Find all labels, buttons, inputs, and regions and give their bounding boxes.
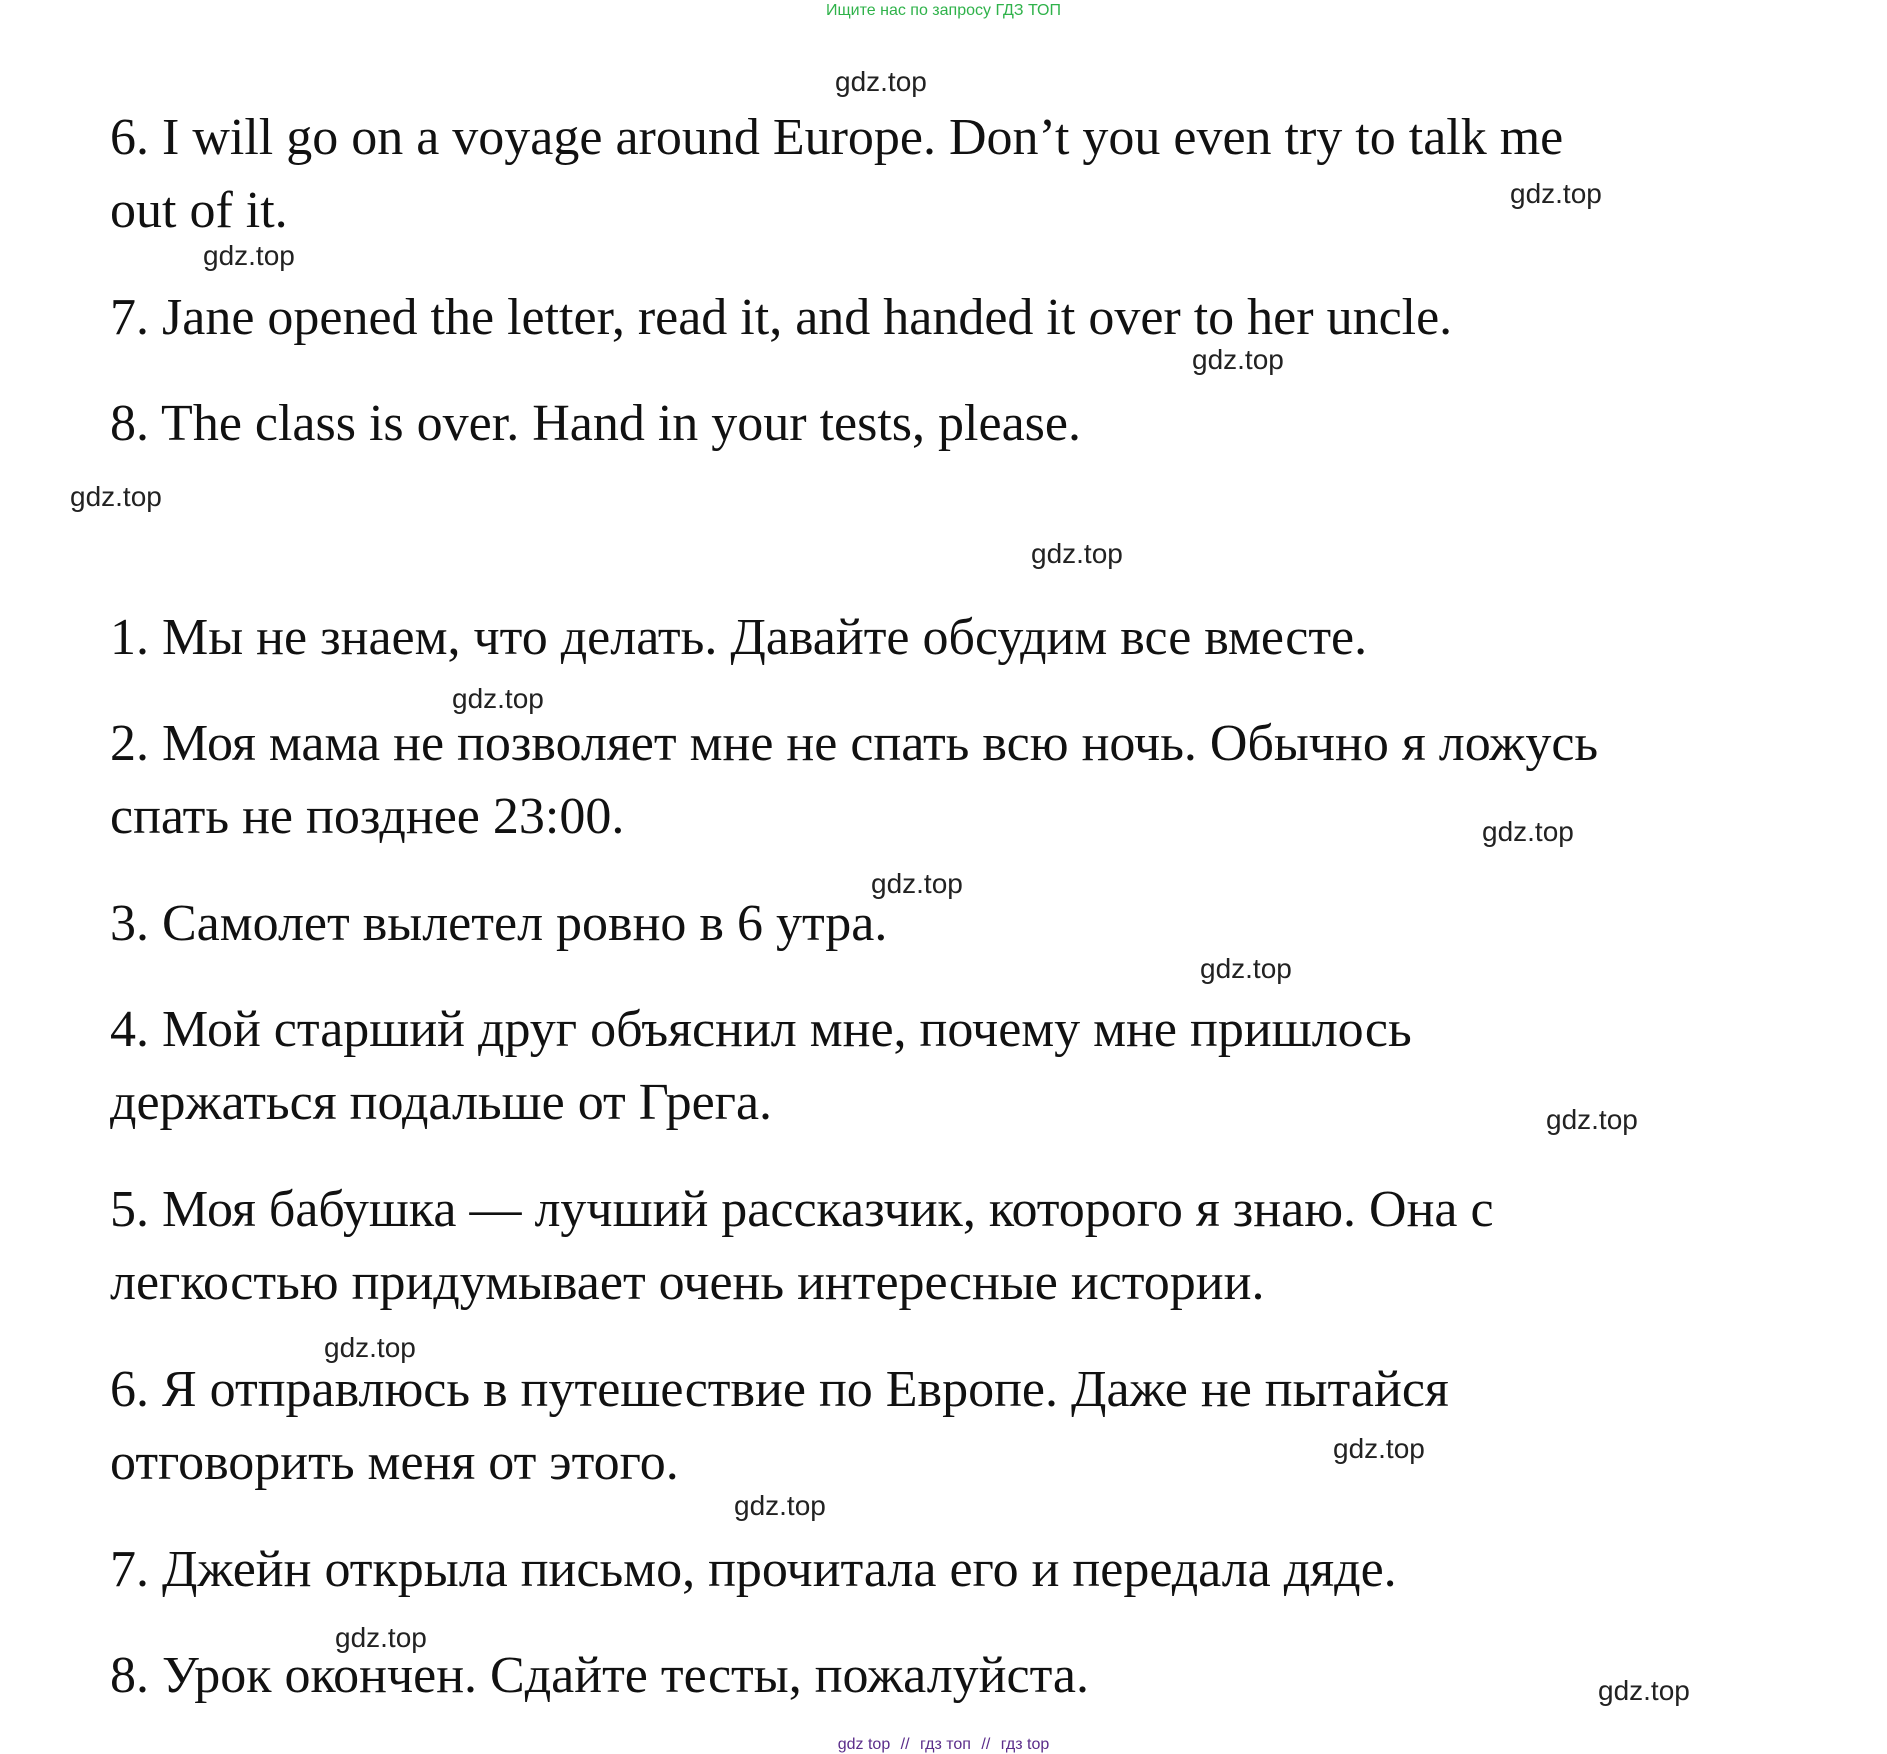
- footer-part-2: гдз топ: [920, 1736, 971, 1753]
- watermark: gdz.top: [1031, 538, 1123, 569]
- watermark: gdz.top: [203, 240, 295, 271]
- watermark: gdz.top: [452, 683, 544, 714]
- en-item-6-line-2: out of it.: [110, 182, 288, 239]
- watermark: gdz.top: [1598, 1675, 1690, 1706]
- watermark: gdz.top: [1192, 344, 1284, 375]
- ru-item-6-line-2: отговорить меня от этого.: [110, 1434, 679, 1491]
- watermark: gdz.top: [1546, 1104, 1638, 1135]
- ru-item-1: 1. Мы не знаем, что делать. Давайте обсудим все вместе.: [110, 609, 1368, 666]
- watermark: gdz.top: [335, 1622, 427, 1653]
- watermark: gdz.top: [835, 66, 927, 97]
- watermark: gdz.top: [324, 1332, 416, 1363]
- watermark: gdz.top: [70, 481, 162, 512]
- ru-item-4-line-2: держаться подальше от Грега.: [110, 1074, 773, 1131]
- ru-item-2-line-2: спать не позднее 23:00.: [110, 788, 625, 845]
- watermark: gdz.top: [1510, 178, 1602, 209]
- watermark: gdz.top: [1482, 816, 1574, 847]
- ru-item-8: 8. Урок окончен. Сдайте тесты, пожалуйста.: [110, 1647, 1090, 1704]
- en-item-8: 8. The class is over. Hand in your tests, please.: [110, 395, 1081, 452]
- ru-item-3: 3. Самолет вылетел ровно в 6 утра.: [110, 895, 888, 952]
- watermark: gdz.top: [1333, 1433, 1425, 1464]
- footer-separator: //: [900, 1736, 910, 1753]
- ru-item-5-line-2: легкостью придумывает очень интересные истории.: [110, 1254, 1265, 1311]
- ru-item-4-line-1: 4. Мой старший друг объяснил мне, почему мне пришлось: [110, 1001, 1412, 1058]
- ru-item-7: 7. Джейн открыла письмо, прочитала его и передала дяде.: [110, 1541, 1397, 1598]
- footer-separator: //: [981, 1736, 991, 1753]
- watermark: gdz.top: [871, 868, 963, 899]
- footer-part-3: гдз top: [1000, 1736, 1050, 1753]
- en-item-7: 7. Jane opened the letter, read it, and handed it over to her uncle.: [110, 289, 1453, 346]
- en-item-6-line-1: 6. I will go on a voyage around Europe. Don’t you even try to talk me: [110, 109, 1564, 166]
- footer-part-1: gdz top: [837, 1736, 891, 1753]
- ru-item-5-line-1: 5. Моя бабушка — лучший рассказчик, которого я знаю. Она с: [110, 1181, 1494, 1238]
- ru-item-2-line-1: 2. Моя мама не позволяет мне не спать всю ночь. Обычно я ложусь: [110, 715, 1599, 772]
- top-banner: Ищите нас по запросу ГДЗ ТОП: [826, 2, 1061, 19]
- footer: [0, 1736, 1887, 1754]
- watermark: gdz.top: [734, 1490, 826, 1521]
- watermark: gdz.top: [1200, 953, 1292, 984]
- ru-item-6-line-1: 6. Я отправлюсь в путешествие по Европе. Даже не пытайся: [110, 1361, 1449, 1418]
